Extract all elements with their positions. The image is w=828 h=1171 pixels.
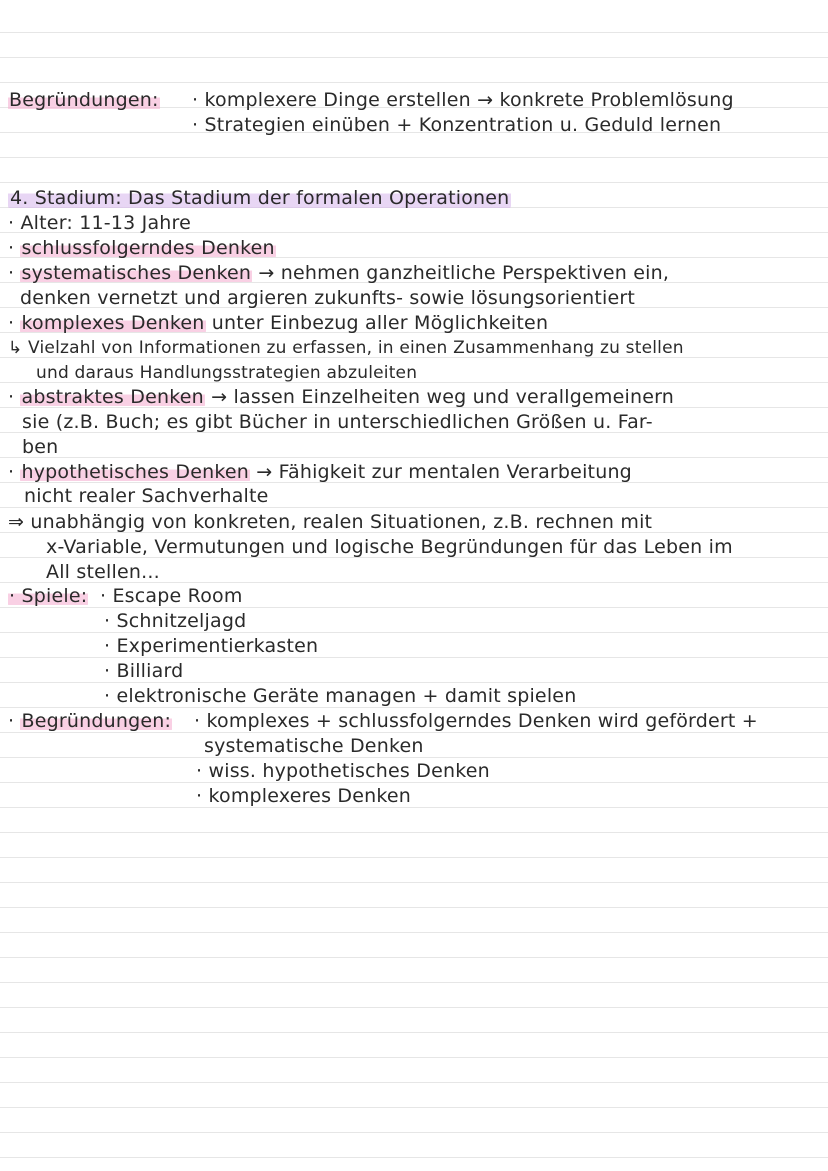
games-label: · Spiele: (9, 585, 88, 607)
stage4-abstrakt-line3: ben (22, 436, 59, 458)
stage4-vielzahl-line2: und daraus Handlungsstrategien abzuleiten (36, 363, 418, 383)
stage4-systematisch-line2: denken vernetzt und argieren zukunfts- sowie lösungsorientiert (20, 287, 636, 309)
stage4-deduktiv: schlussfolgerndes Denken (21, 237, 275, 259)
stage4-conclusion-line3: All stellen... (46, 561, 160, 583)
stage4-hypo-label: hypothetisches Denken (21, 461, 249, 483)
stage4-abstrakt-line2: sie (z.B. Buch; es gibt Bücher in unterschiedlichen Größen u. Far- (22, 411, 653, 433)
stage4-vielzahl-line1: ↳ Vielzahl von Informationen zu erfassen, in einen Zusammenhang zu stellen (8, 338, 684, 358)
begruendungen-top-label-line (8, 88, 160, 112)
stage4-hypo-line: · hypothetisches Denken → Fähigkeit zur mentalen Verarbeitung (8, 461, 632, 483)
stage4-abstrakt-label: abstraktes Denken (21, 386, 204, 408)
stage4-systematisch-label: systematisches Denken (21, 262, 252, 284)
begruendung-bottom-item-1: · komplexes + schlussfolgerndes Denken wird gefördert + (194, 710, 758, 732)
games-item-1: · Escape Room (100, 585, 243, 607)
stage4-komplex-rest: unter Einbezug aller Möglichkeiten (205, 312, 549, 334)
stage4-conclusion-line2: x-Variable, Vermutungen und logische Begründungen für das Leben im (46, 536, 733, 558)
stage4-komplex-line: · komplexes Denken unter Einbezug aller Möglichkeiten (8, 312, 549, 334)
begruendung-bottom-item-2: systematische Denken (204, 735, 424, 757)
begruendungen-bottom-label-line: · Begründungen: (8, 710, 172, 732)
stage4-systematisch-rest: → nehmen ganzheitliche Perspektiven ein, (252, 262, 670, 284)
games-item-4: · Billiard (104, 660, 184, 682)
begruendungen-bottom-label: Begründungen: (21, 710, 172, 732)
stage4-heading: 4. Stadium: Das Stadium der formalen Operationen (10, 187, 510, 209)
begruendungen-top-label: Begründungen: (9, 89, 159, 111)
begruendung-top-item-1: · komplexere Dinge erstellen → konkrete Problemlösung (192, 89, 734, 111)
games-item-3: · Experimentierkasten (104, 635, 319, 657)
stage4-abstrakt-line: · abstraktes Denken → lassen Einzelheiten weg und verallgemeinern (8, 386, 675, 408)
begruendung-bottom-item-3: · wiss. hypothetisches Denken (196, 760, 490, 782)
stage4-komplex-label: komplexes Denken (21, 312, 205, 334)
games-item-2: · Schnitzeljagd (104, 610, 247, 632)
stage4-abstrakt-rest: → lassen Einzelheiten weg und verallgemeinern (204, 386, 675, 408)
stage4-age: · Alter: 11-13 Jahre (8, 212, 192, 234)
stage4-deduktiv-line: · schlussfolgerndes Denken (8, 237, 275, 259)
stage4-hypo-rest: → Fähigkeit zur mentalen Verarbeitung (250, 461, 632, 483)
begruendung-top-item-2: · Strategien einüben + Konzentration u. Geduld lernen (192, 114, 722, 136)
stage4-systematisch-line: · systematisches Denken → nehmen ganzheitliche Perspektiven ein, (8, 262, 670, 284)
stage4-hypo-line2: nicht realer Sachverhalte (24, 485, 269, 507)
stage4-heading-line (8, 186, 511, 210)
stage4-conclusion-line1: ⇒ unabhängig von konkreten, realen Situationen, z.B. rechnen mit (8, 511, 653, 533)
games-item-5: · elektronische Geräte managen + damit spielen (104, 685, 577, 707)
begruendung-bottom-item-4: · komplexeres Denken (196, 785, 412, 807)
games-label-line (8, 584, 88, 608)
